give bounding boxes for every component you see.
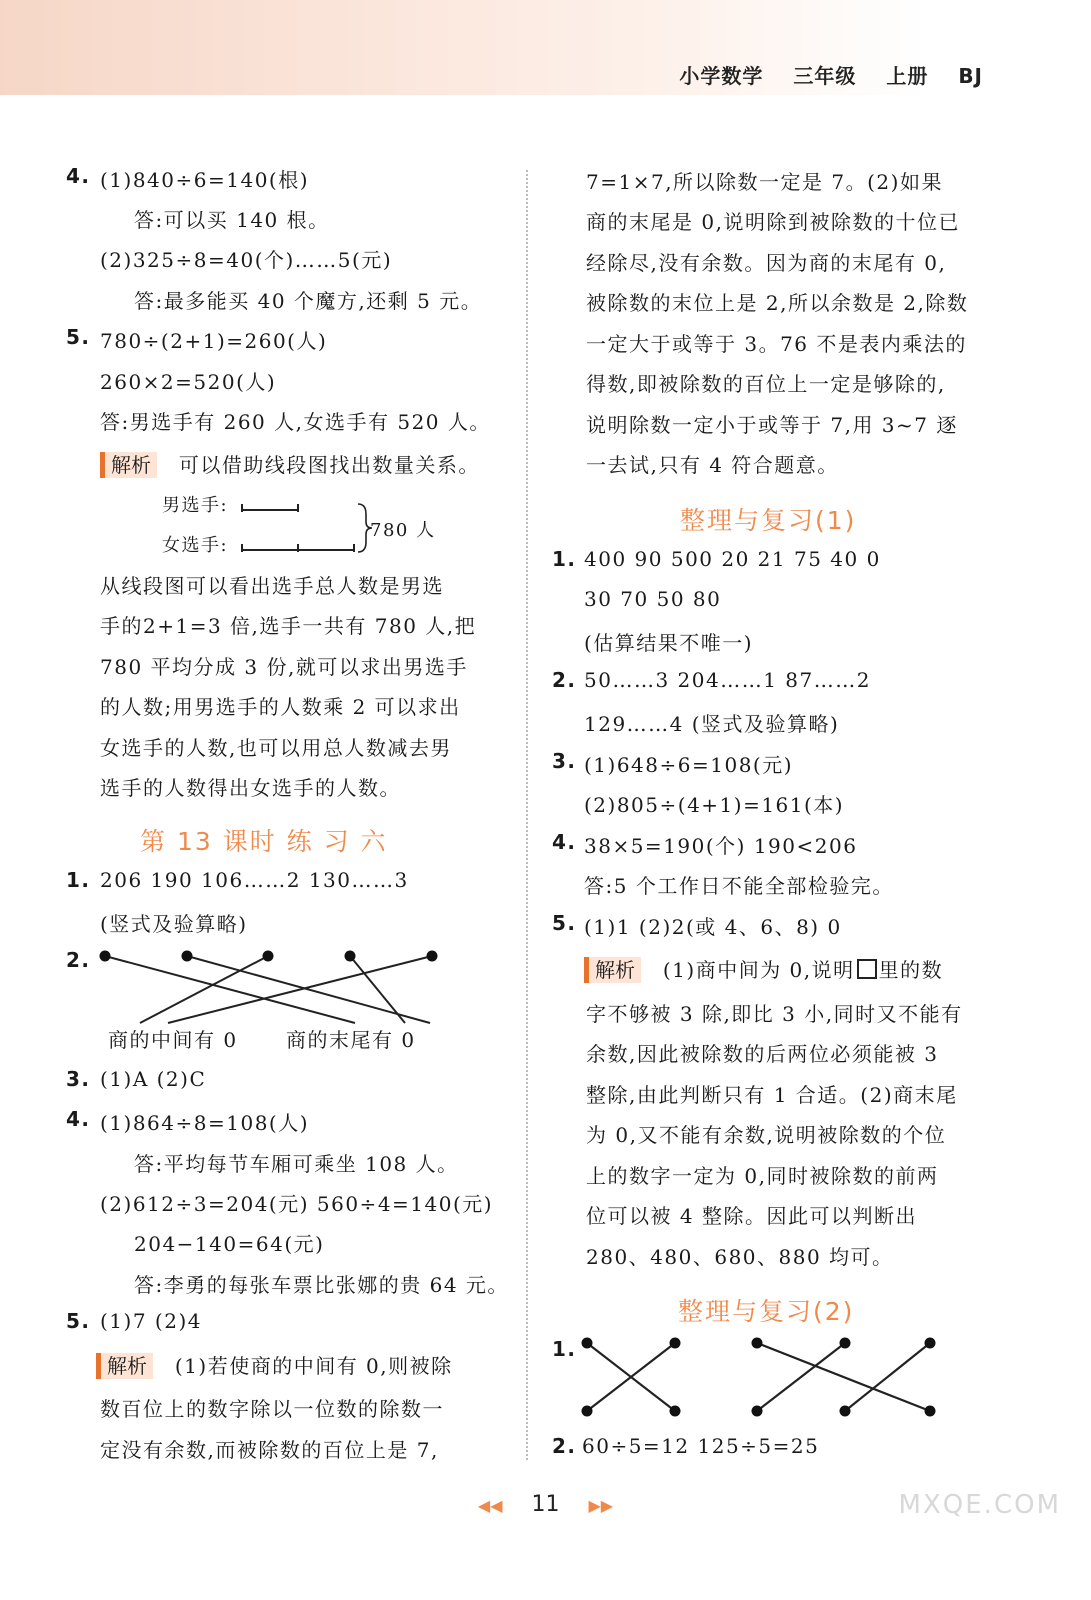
a3-line2: (2)805÷(4+1)=161(本) [584, 793, 845, 817]
s3-number: 3. [66, 1067, 91, 1091]
q4-line3: (2)325÷8=40(个)……5(元) [100, 248, 393, 272]
diagram-female-label: 女选手: [162, 535, 229, 556]
prev-arrows-icon: ◀◀ [477, 1496, 503, 1515]
a4-number: 4. [552, 830, 577, 854]
s5-number: 5. [66, 1309, 91, 1333]
analysis2-line3: 定没有余数,而被除数的百位上是 7, [100, 1438, 439, 1462]
analysis3-tag: 解析 [584, 957, 641, 983]
q4-line2: 答:可以买 140 根。 [134, 208, 330, 232]
a4-line2: 答:5 个工作日不能全部检验完。 [584, 874, 894, 898]
t-line3: 整除,由此判断只有 1 合适。(2)商末尾 [586, 1083, 958, 1107]
section-title-lesson13: 第 13 课时 练 习 六 [140, 827, 388, 856]
para-line6: 选手的人数得出女选手的人数。 [100, 776, 401, 800]
para-line4: 的人数;用男选手的人数乘 2 可以求出 [100, 695, 461, 719]
header-volume: 上册 [886, 64, 929, 88]
q4-line1: (1)840÷6=140(根) [100, 168, 310, 192]
next-arrows-icon: ▶▶ [588, 1496, 614, 1515]
s1-line2: (竖式及验算略) [100, 912, 248, 936]
a5-line1: (1)1 (2)2(或 4、6、8) 0 [584, 915, 842, 939]
a2-line2: 129……4 (竖式及验算略) [584, 712, 840, 736]
header-info [657, 60, 983, 89]
s1-number: 1. [66, 868, 91, 892]
b2-line1: 60÷5=12 125÷5=25 [582, 1434, 820, 1458]
r-line7: 说明除数一定小于或等于 7,用 3~7 逐 [586, 413, 958, 437]
r-line4: 被除数的末位上是 2,所以余数是 2,除数 [586, 291, 969, 315]
line-segment-diagram [236, 488, 376, 558]
r-line8: 一去试,只有 4 符合题意。 [586, 453, 839, 477]
r-line2: 商的末尾是 0,说明除到被除数的十位已 [586, 210, 960, 234]
diagram-total-label: 780 人 [370, 520, 436, 541]
blank-box-icon [857, 959, 877, 979]
diagram-male-label: 男选手: [162, 495, 229, 516]
matching-diagram-right [580, 1336, 940, 1416]
analysis-row1 [100, 449, 480, 478]
a2-line1: 50……3 204……1 87……2 [584, 668, 871, 692]
analysis2-tag: 解析 [96, 1353, 153, 1379]
a4-line1: 38×5=190(个) 190<206 [584, 834, 858, 858]
column-divider [526, 170, 528, 1460]
q5-line1: 780÷(2+1)=260(人) [100, 329, 328, 353]
t-line4: 为 0,又不能有余数,说明被除数的个位 [586, 1123, 947, 1147]
a1-line2: 30 70 50 80 [584, 587, 722, 611]
a1-number: 1. [552, 547, 577, 571]
para-line2: 手的2+1=3 倍,选手一共有 780 人,把 [100, 614, 477, 638]
s4-number: 4. [66, 1107, 91, 1131]
analysis-tag: 解析 [100, 452, 157, 478]
a2-number: 2. [552, 668, 577, 692]
t-line1: 字不够被 3 除,即比 3 小,同时又不能有 [586, 1002, 963, 1026]
header-grade: 三年级 [793, 64, 857, 88]
b1-number: 1. [552, 1337, 577, 1361]
section-title-review1: 整理与复习(1) [680, 506, 857, 535]
a1-line1: 400 90 500 20 21 75 40 0 [584, 547, 881, 571]
q5-number: 5. [66, 325, 91, 349]
s4-line1: (1)864÷8=108(人) [100, 1111, 310, 1135]
s4-line3: (2)612÷3=204(元) 560÷4=140(元) [100, 1192, 494, 1216]
para-line1: 从线段图可以看出选手总人数是男选 [100, 574, 444, 598]
analysis2-line2: 数百位上的数字除以一位数的除数一 [100, 1397, 444, 1421]
section-title-review2: 整理与复习(2) [678, 1297, 855, 1326]
q4-number: 4. [66, 164, 91, 188]
s4-line5: 答:李勇的每张车票比张娜的贵 64 元。 [134, 1273, 509, 1297]
r-line6: 得数,即被除数的百位上一定是够除的, [586, 372, 946, 396]
r-line3: 经除尽,没有余数。因为商的末尾有 0, [586, 251, 947, 275]
s4-line4: 204−140=64(元) [134, 1232, 325, 1256]
s2-label2: 商的末尾有 0 [286, 1028, 416, 1052]
r-line1: 7=1×7,所以除数一定是 7。(2)如果 [586, 170, 943, 194]
s1-line1: 206 190 106……2 130……3 [100, 868, 409, 892]
page-number: 11 [531, 1492, 560, 1517]
s4-line2: 答:平均每节车厢可乘坐 108 人。 [134, 1152, 459, 1176]
analysis3-text-a: (1)商中间为 0,说明 [662, 958, 855, 982]
para-line5: 女选手的人数,也可以用总人数减去男 [100, 736, 452, 760]
t-line2: 余数,因此被除数的后两位必须能被 3 [586, 1042, 939, 1066]
q4-line4: 答:最多能买 40 个魔方,还剩 5 元。 [134, 289, 483, 313]
watermark: MXQE.COM [898, 1490, 1061, 1520]
q5-line2: 260×2=520(人) [100, 370, 277, 394]
analysis3-text-b: 里的数 [878, 958, 944, 982]
s2-number: 2. [66, 948, 91, 972]
analysis3-row1 [584, 954, 943, 983]
a5-number: 5. [552, 911, 577, 935]
matching-diagram-left [100, 948, 460, 1038]
a3-line1: (1)648÷6=108(元) [584, 753, 794, 777]
q5-line3: 答:男选手有 260 人,女选手有 520 人。 [100, 410, 491, 434]
s5-line1: (1)7 (2)4 [100, 1309, 202, 1333]
analysis-text1: 可以借助线段图找出数量关系。 [178, 453, 480, 477]
t-line6: 位可以被 4 整除。因此可以判断出 [586, 1204, 917, 1228]
s2-label1: 商的中间有 0 [108, 1028, 238, 1052]
analysis2-row1 [96, 1350, 453, 1379]
analysis2-text1: (1)若使商的中间有 0,则被除 [174, 1354, 453, 1378]
s3-line1: (1)A (2)C [100, 1067, 207, 1091]
a1-line3: (估算结果不唯一) [584, 631, 754, 655]
b2-number: 2. [552, 1434, 577, 1458]
header-subject: 小学数学 [679, 64, 764, 88]
para-line3: 780 平均分成 3 份,就可以求出男选手 [100, 655, 468, 679]
t-line7: 280、480、680、880 均可。 [586, 1245, 894, 1269]
r-line5: 一定大于或等于 3。76 不是表内乘法的 [586, 332, 967, 356]
header-edition: BJ [958, 64, 983, 88]
t-line5: 上的数字一定为 0,同时被除数的前两 [586, 1164, 939, 1188]
a3-number: 3. [552, 749, 577, 773]
